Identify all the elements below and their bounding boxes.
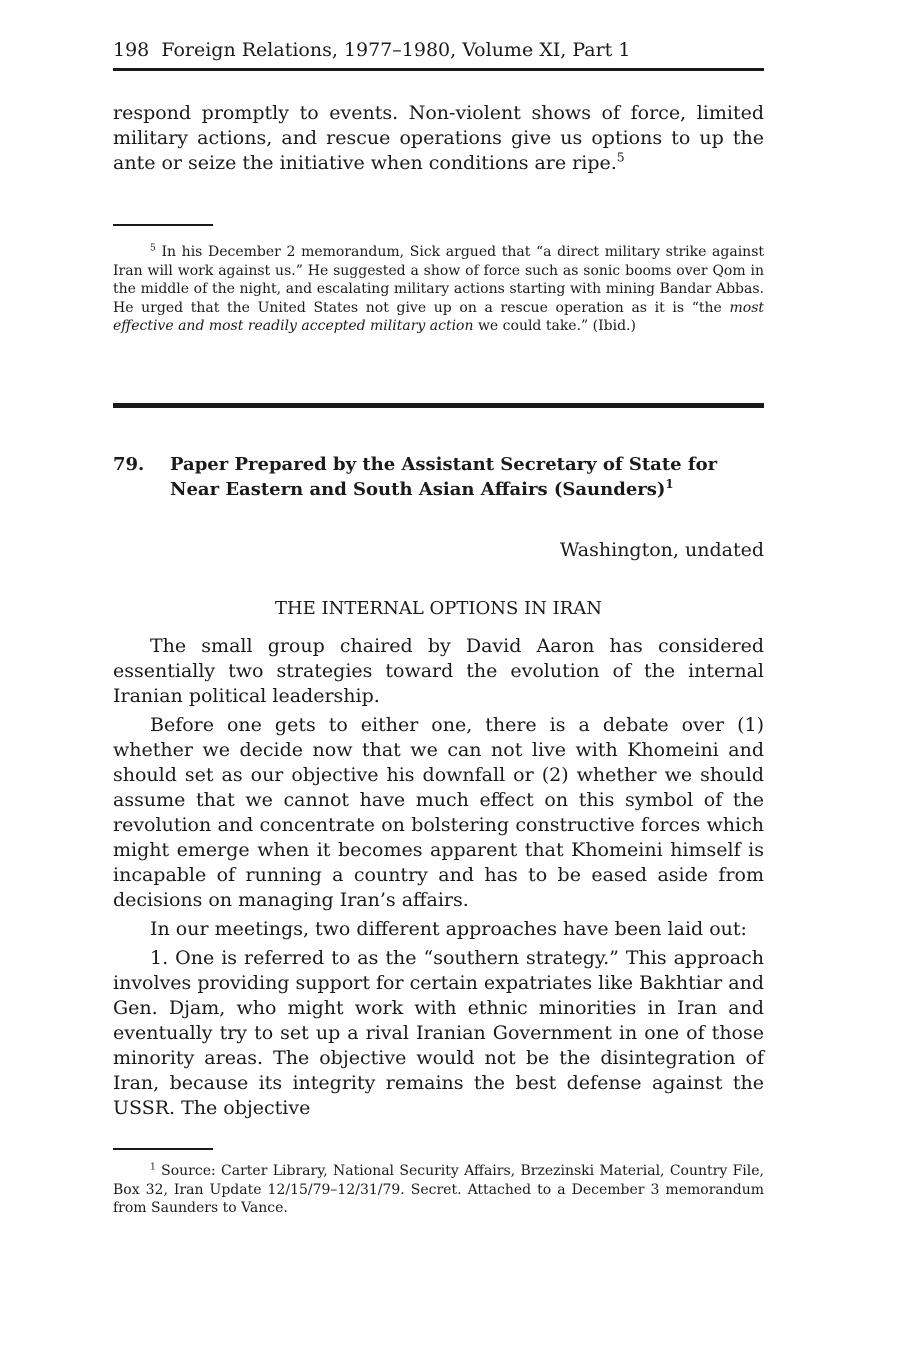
document-heading — [113, 452, 764, 502]
footnote-ref-5: 5 — [616, 150, 625, 165]
page-number: 198 — [113, 39, 150, 61]
paragraph: Before one gets to either one, there is a debate over (1) whether we decide now that we can not live with Khomeini and should set as our objective his downfall or (2) whether we should assume that we cannot have much effect on this symbol of the revolution and concentrate on bolstering constructive forces which might emerge when it becomes apparent that Khomeini himself is incapable of running a country and has to be eased aside from decisions on managing Iran’s affairs. — [113, 714, 764, 911]
footnote-5-text-end: we could take.” (Ibid.) — [473, 318, 636, 334]
document-title: Paper Prepared by the Assistant Secretary of State for Near Eastern and South Asian Affairs (Saunders) — [170, 454, 718, 500]
footnote-5-text: In his December 2 memorandum, Sick argued that “a direct military strike against Iran will work against us.” He suggested a show of force such as sonic booms over Qom in the middle of the night, and escalating military actions starting with mining Bandar Abbas. He urged that the United States not give up on a rescue operation as it is “the — [113, 244, 765, 316]
footnote-ref-1: 1 — [665, 477, 674, 491]
footnote-1-marker: 1 — [150, 1162, 156, 1173]
paragraph: In our meetings, two different approaches have been laid out: — [150, 918, 747, 940]
document-body — [113, 634, 764, 1121]
place-date: Washington, undated — [559, 539, 764, 561]
footnote-5 — [113, 243, 764, 336]
section-rule — [113, 403, 764, 408]
header-rule — [113, 68, 764, 71]
footnote-separator — [113, 1148, 213, 1150]
footnote-separator — [113, 224, 213, 226]
paper-heading: THE INTERNAL OPTIONS IN IRAN — [274, 598, 603, 619]
running-title: Foreign Relations, 1977–1980, Volume XI, Part 1 — [161, 39, 631, 61]
footnote-5-italic: most effective and most readily accepted military action — [113, 299, 764, 334]
footnote-1 — [113, 1162, 764, 1218]
footnote-1-text: Source: Carter Library, National Security Affairs, Brzezinski Material, Country File, Box 32, Iran Update 12/15/79–12/31/79. Secret. Attached to a December 3 memorandum from Saunders to Vance. — [113, 1163, 764, 1216]
running-header — [113, 38, 764, 62]
continued-paragraph-text: respond promptly to events. Non-violent shows of force, limited military actions, and rescue operations give us options to up the ante or seize the initiative when conditions are ripe. — [113, 102, 764, 174]
continued-paragraph — [113, 101, 764, 176]
paragraph: The small group chaired by David Aaron has considered essentially two strategies toward the evolution of the internal Iranian political leadership. — [113, 635, 764, 707]
footnote-5-marker: 5 — [150, 243, 156, 254]
paragraph: 1. One is referred to as the “southern strategy.” This approach involves providing support for certain expatriates like Bakhtiar and Gen. Djam, who might work with ethnic minorities in Iran and eventually try to set up a rival Iranian Government in one of those minority areas. The objective would not be the disintegration of Iran, because its integrity remains the best defense against the USSR. The objective — [113, 947, 765, 1119]
document-number: 79. — [113, 454, 145, 475]
